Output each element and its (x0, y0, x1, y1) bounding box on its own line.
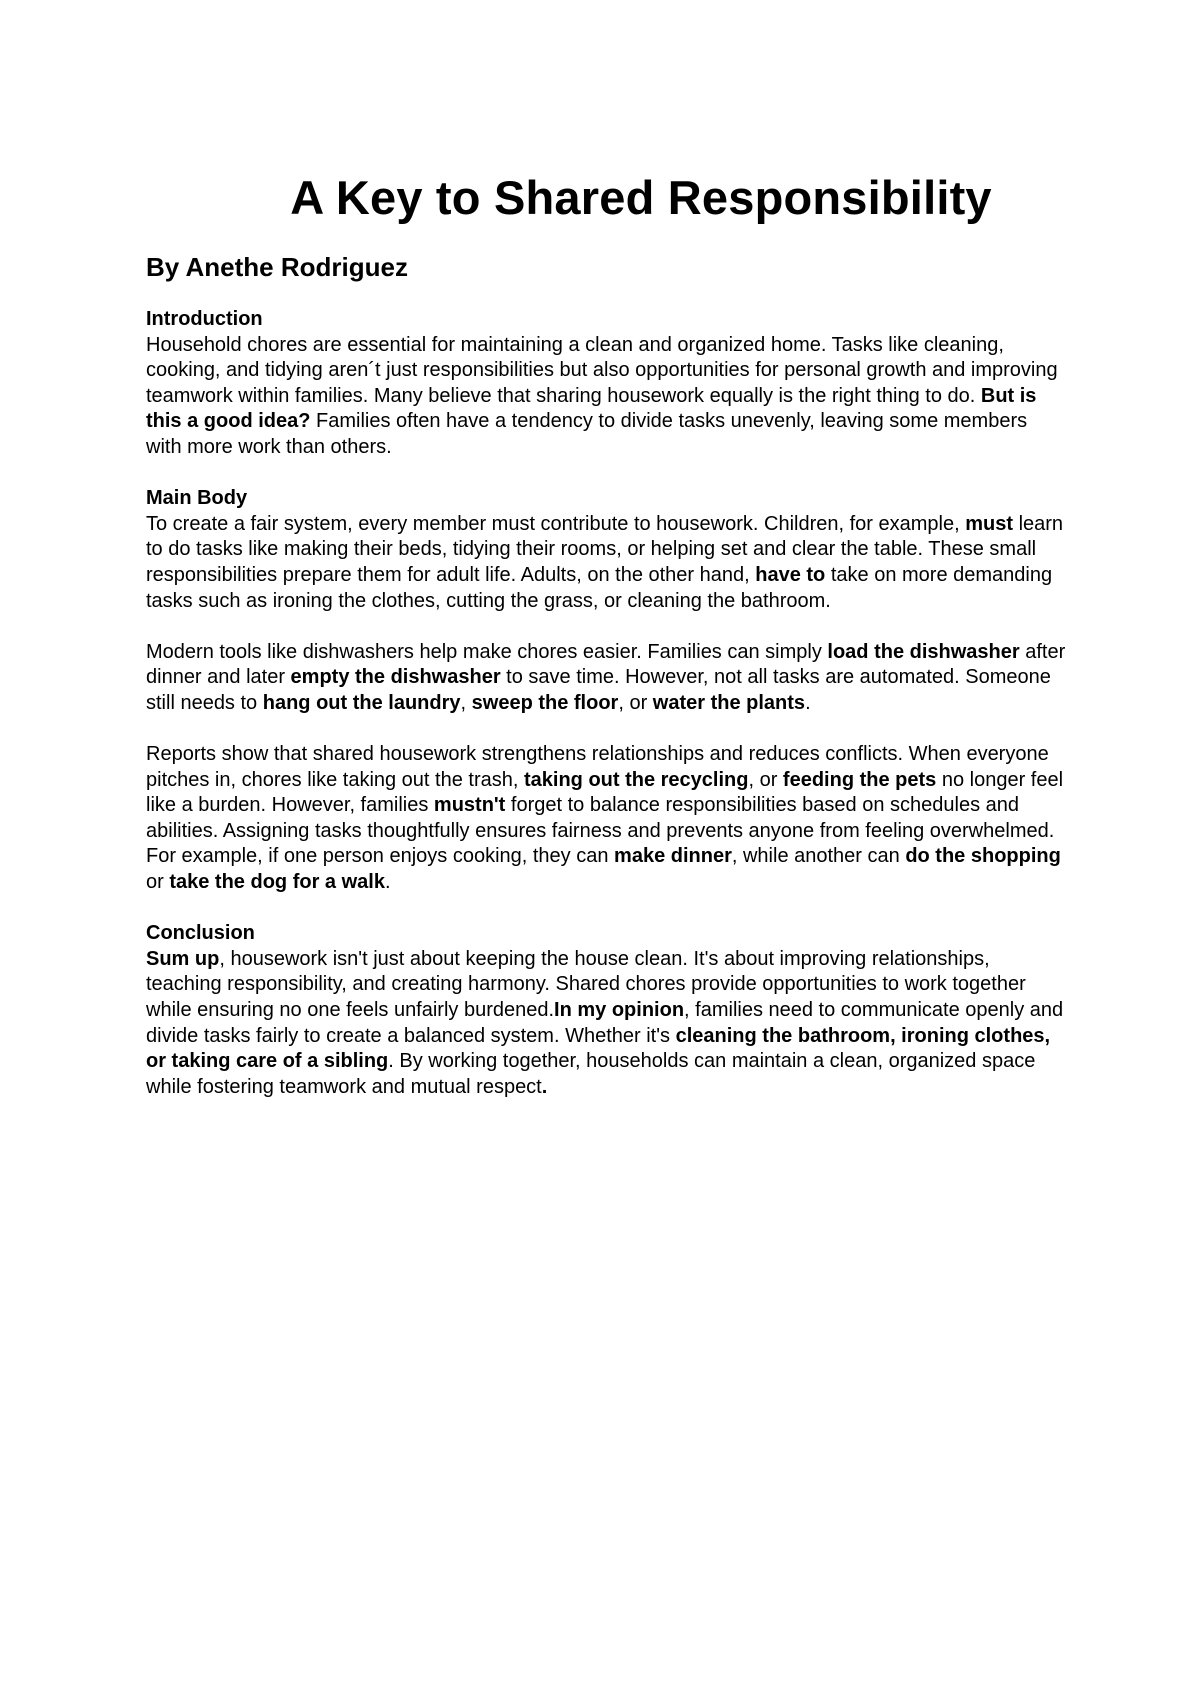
text-span: To create a fair system, every member must contribute to housework. Children, for example, (146, 512, 966, 535)
text-span: , families need to communicate openly and divide tasks fairly to create a balanced system. Whether it's (146, 999, 1064, 1047)
main-body-section (146, 486, 1066, 614)
text-span: . By working together, households can maintain a clean, organized space while fostering teamwork and mutual respect (146, 1050, 1036, 1098)
bold-phrase: hang out the laundry (262, 691, 461, 714)
bold-phrase: load the dishwasher (827, 640, 1020, 663)
text-span: , housework isn't just about keeping the house clean. It's about improving relationships, teaching responsibility, and creating harmony. Shared chores provide opportunities to work together while ensuring no one feels unfairly burdened. (146, 947, 1026, 1022)
introduction-section (146, 307, 1066, 461)
text-span: to save time. However, not all tasks are automated. Someone still needs to (146, 666, 1051, 714)
conclusion-heading: Conclusion (146, 922, 255, 945)
text-span: Reports show that shared housework strengthens relationships and reduces conflicts. When everyone pitches in, chores like taking out the trash, (146, 743, 1049, 791)
text-span: Modern tools like dishwashers help make chores easier. Families can simply (146, 640, 828, 663)
introduction-paragraph (146, 333, 1066, 461)
conclusion-section (146, 921, 1066, 1100)
bold-phrase: do the shopping (905, 845, 1061, 868)
bold-phrase: Sum up (146, 947, 220, 970)
bold-phrase: make dinner (614, 845, 732, 868)
text-span: take on more demanding tasks such as ironing the clothes, cutting the grass, or cleaning the bathroom. (146, 563, 1053, 612)
bold-phrase: sweep the floor (471, 691, 619, 714)
main-body-paragraph-1 (146, 512, 1066, 614)
text-span: . (384, 871, 391, 894)
main-body-paragraph-3 (146, 742, 1066, 896)
bold-phrase: water the plants (652, 691, 806, 714)
text-span: Families often have a tendency to divide tasks unevenly, leaving some members with more work than others. (146, 410, 1028, 458)
introduction-heading: Introduction (146, 308, 263, 330)
text-span: or (146, 871, 170, 894)
bold-phrase: But is this a good idea? (146, 384, 1037, 433)
bold-phrase: . (541, 1075, 548, 1098)
main-body-paragraph-2 (146, 640, 1066, 717)
text-span: , or (618, 691, 653, 714)
text-span: forget to balance responsibilities based on schedules and abilities. Assigning tasks thoughtfully ensures fairness and prevents anyone from feeling overwhelmed. For example, if one person enjoys cooking, they can (146, 794, 1055, 868)
text-span: , while another can (731, 845, 906, 868)
bold-phrase: In my opinion (554, 999, 685, 1022)
bold-phrase: must (965, 512, 1014, 535)
bold-phrase: feeding the pets (782, 768, 937, 791)
text-span: , or (748, 768, 783, 791)
bold-phrase: have to (755, 563, 826, 586)
bold-phrase: empty the dishwasher (290, 666, 501, 689)
bold-phrase: take the dog for a walk (169, 871, 385, 894)
text-span: Household chores are essential for maintaining a clean and organized home. Tasks like cleaning, cooking, and tidying aren´t just responsibilities but also opportunities for personal growth and improving teamwork within families. Many believe that sharing housework equally is the right thing to do. (146, 333, 1058, 407)
text-span: no longer feel like a burden. However, families (146, 768, 1064, 817)
bold-phrase: mustn't (433, 794, 506, 817)
text-span: . (805, 691, 811, 714)
author-byline: By Anethe Rodriguez (146, 252, 408, 282)
bold-phrase: cleaning the bathroom, ironing clothes, or taking care of a sibling (146, 1024, 1051, 1073)
document-body (146, 307, 1066, 1126)
text-span: after dinner and later (146, 640, 1066, 689)
main-body-heading: Main Body (146, 487, 248, 510)
text-span: learn to do tasks like making their beds, tidying their rooms, or helping set and clear the table. These small responsibilities prepare them for adult life. Adults, on the other hand, (146, 512, 1064, 586)
page-title: A Key to Shared Responsibility (290, 171, 992, 224)
text-span: , (460, 691, 472, 714)
bold-phrase: taking out the recycling (523, 768, 749, 791)
conclusion-paragraph (146, 947, 1066, 1101)
